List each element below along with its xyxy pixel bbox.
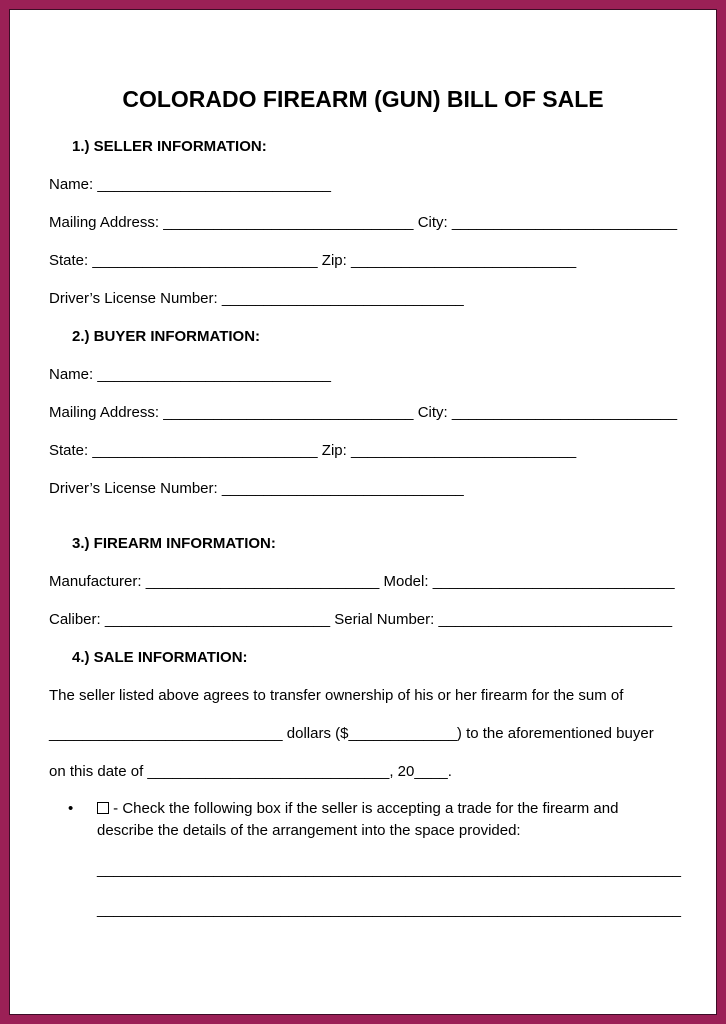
trade-instruction-line2: describe the details of the arrangement into the space provided: (97, 822, 521, 839)
document-title: COLORADO FIREARM (GUN) BILL OF SALE (122, 86, 604, 112)
seller-section-heading: 1.) SELLER INFORMATION: (72, 138, 267, 155)
trade-instruction-text: - Check the following box if the seller is accepting a trade for the firearm and (113, 800, 619, 817)
firearm-caliber-row (49, 609, 677, 631)
buyer-zip-label: Zip: (321, 442, 347, 459)
model-label: Model: (383, 573, 429, 590)
buyer-name-label: Name: (49, 366, 94, 383)
seller-name-row (49, 174, 677, 196)
caliber-label: Caliber: (49, 611, 101, 628)
checkbox-icon[interactable] (97, 802, 109, 814)
aforementioned-buyer-label: ) to the aforementioned buyer (456, 725, 654, 742)
buyer-drivers-license-label: Driver’s License Number: (49, 480, 218, 497)
trade-checkbox-item (49, 798, 677, 842)
seller-state-zip-row (49, 250, 677, 272)
seller-drivers-license-label: Driver’s License Number: (49, 290, 218, 307)
year-blank: ____ (414, 763, 448, 780)
sum-blank: ____________________________ (49, 725, 283, 742)
sentence-period: . (447, 763, 452, 780)
buyer-state-label: State: (49, 442, 89, 459)
seller-mailing-address-label: Mailing Address: (49, 214, 160, 231)
manufacturer-blank: ____________________________ (145, 573, 380, 590)
serial-number-blank: ____________________________ (438, 611, 673, 628)
seller-zip-blank: ___________________________ (350, 252, 577, 269)
seller-name-blank: ____________________________ (97, 176, 331, 193)
seller-drivers-license-blank: _____________________________ (221, 290, 464, 307)
buyer-section-heading: 2.) BUYER INFORMATION: (72, 328, 261, 345)
buyer-state-blank: ___________________________ (92, 442, 318, 459)
trade-details-blank-line: ______________________________________________________________________ (97, 901, 681, 918)
manufacturer-label: Manufacturer: (49, 573, 142, 590)
sale-section-heading: 4.) SALE INFORMATION: (72, 649, 248, 666)
buyer-drivers-license-blank: _____________________________ (221, 480, 464, 497)
year-prefix-label: , 20 (389, 763, 415, 780)
buyer-license-row (49, 478, 677, 500)
document-page (9, 9, 717, 1015)
buyer-mailing-address-label: Mailing Address: (49, 404, 160, 421)
buyer-state-zip-row (49, 440, 677, 462)
date-blank: _____________________________ (147, 763, 390, 780)
buyer-name-row (49, 364, 677, 386)
caliber-blank: ___________________________ (104, 611, 331, 628)
model-blank: _____________________________ (432, 573, 675, 590)
date-label: on this date of (49, 763, 144, 780)
sale-date-row (49, 761, 677, 783)
buyer-name-blank: ____________________________ (97, 366, 331, 383)
buyer-city-label: City: (417, 404, 448, 421)
seller-license-row (49, 288, 677, 310)
seller-zip-label: Zip: (321, 252, 347, 269)
seller-state-label: State: (49, 252, 89, 269)
amount-blank: _____________ (348, 725, 457, 742)
buyer-zip-blank: ___________________________ (350, 442, 577, 459)
firearm-manufacturer-row (49, 571, 677, 593)
seller-address-row (49, 212, 677, 234)
dollars-label: dollars ($ (286, 725, 349, 742)
seller-city-label: City: (417, 214, 448, 231)
seller-city-blank: ___________________________ (451, 214, 678, 231)
trade-instruction-line1 (97, 798, 677, 820)
serial-number-label: Serial Number: (334, 611, 435, 628)
seller-mailing-address-blank: ______________________________ (163, 214, 414, 231)
trade-details-blank-line: ______________________________________________________________________ (97, 861, 681, 878)
buyer-city-blank: ___________________________ (451, 404, 678, 421)
seller-name-label: Name: (49, 176, 94, 193)
sale-agreement-line: The seller listed above agrees to transfer ownership of his or her firearm for the sum of (49, 687, 624, 704)
buyer-address-row (49, 402, 677, 424)
seller-state-blank: ___________________________ (92, 252, 318, 269)
sale-amount-row (49, 723, 677, 745)
firearm-section-heading: 3.) FIREARM INFORMATION: (72, 535, 276, 552)
buyer-mailing-address-blank: ______________________________ (163, 404, 414, 421)
bullet-icon: • (68, 800, 74, 817)
